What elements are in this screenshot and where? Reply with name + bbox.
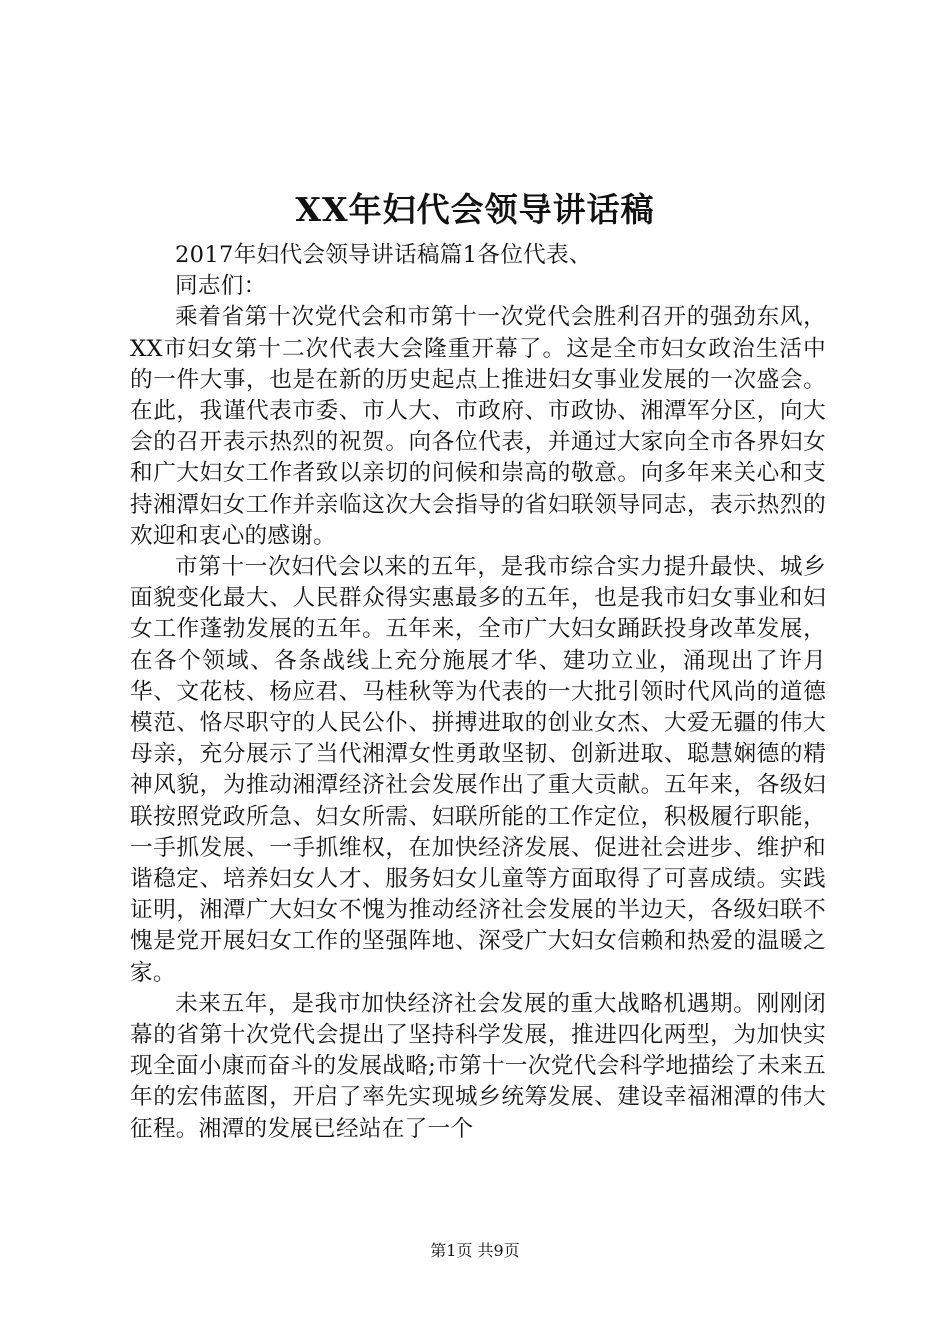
paragraph-3: 未来五年，是我市加快经济社会发展的重大战略机遇期。刚刚闭幕的省第十次党代会提出了坚持科学发展，推进四化两型，为加快实现全面小康而奋斗的发展战略;市第十一次党代会科学地描绘了未来五年的宏伟蓝图，开启了率先实现城乡统筹发展、建设幸福湘潭的伟大征程。湘潭的发展已经站在了一个 — [130, 990, 826, 1142]
page-footer: 第1页 共9页 — [430, 1241, 520, 1260]
paragraph-1: 乘着省第十次党代会和市第十一次党代会胜利召开的强劲东风，XX市妇女第十二次代表大会隆重开幕了。这是全市妇女政治生活中的一件大事，也是在新的历史起点上推进妇女事业发展的一次盛会。在此，我谨代表市委、市人大、市政府、市政协、湘潭军分区，向大会的召开表示热烈的祝贺。向各位代表，并通过大家向全市各界妇女和广大妇女工作者致以亲切的问候和崇高的敬意。向多年来关心和支持湘潭妇女工作并亲临这次大会指导的省妇联领导同志，表示热烈的欢迎和衷心的感谢。 — [130, 304, 826, 549]
document-title: XX年妇代会领导讲话稿 — [295, 190, 655, 229]
document-subtitle: 2017年妇代会领导讲话稿篇1各位代表、 — [175, 242, 592, 268]
document-body — [130, 240, 826, 1145]
paragraph-2: 市第十一次妇代会以来的五年，是我市综合实力提升最快、城乡面貌变化最大、人民群众得实惠最多的五年，也是我市妇女事业和妇女工作蓬勃发展的五年。五年来，全市广大妇女踊跃投身改革发展，在各个领域、各条战线上充分施展才华、建功立业，涌现出了许月华、文花枝、杨应君、马桂秋等为代表的一大批引领时代风尚的道德模范、恪尽职守的人民公仆、拼搏进取的创业女杰、大爱无疆的伟大母亲，充分展示了当代湘潭女性勇敢坚韧、创新进取、聪慧娴德的精神风貌，为推动湘潭经济社会发展作出了重大贡献。五年来，各级妇联按照党政所急、妇女所需、妇联所能的工作定位，积极履行职能，一手抓发展、一手抓维权，在加快经济发展、促进社会进步、维护和谐稳定、培养妇女人才、服务妇女儿童等方面取得了可喜成绩。实践证明，湘潭广大妇女不愧为推动经济社会发展的半边天，各级妇联不愧是党开展妇女工作的坚强阵地、深受广大妇女信赖和热爱的温暖之家。 — [130, 554, 826, 986]
salutation: 同志们： — [175, 273, 267, 300]
